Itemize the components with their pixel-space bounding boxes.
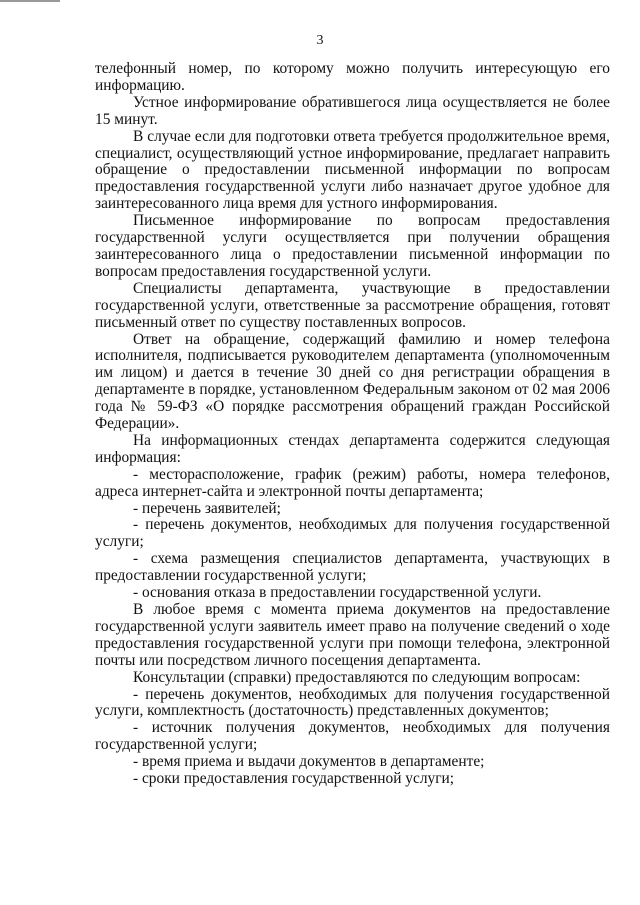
document-body: [95, 61, 610, 788]
paragraph: На информационных стендах департамента содержится следующая информация:: [95, 431, 610, 466]
paragraph: Устное информирование обратившегося лица осуществляется не более 15 минут.: [95, 93, 610, 128]
paragraph: - основания отказа в предоставлении государственной услуги.: [133, 584, 542, 602]
paragraph: - месторасположение, график (режим) работы, номера телефонов, адреса интернет-сайта и электронной почты департамента;: [95, 465, 610, 500]
paragraph: - сроки предоставления государственной услуги;: [133, 770, 455, 788]
paragraph: Ответ на обращение, содержащий фамилию и номер телефона исполнителя, подписывается руководителем департамента (уполномоченным им лицом) и дается в течение 30 дней со дня регистрации обращения в департаменте в порядке, установленном Федеральным законом от 02 мая 2006 года № 59-ФЗ «О порядке рассмотрения обращений граждан Российской Федерации».: [95, 330, 610, 433]
paragraph: - время приема и выдачи документов в департаменте;: [133, 753, 485, 771]
paragraph: Письменное информирование по вопросам предоставления государственной услуги осуществляется при получении обращения заинтересованного лица о предоставлении письменной информации по вопросам предоставления государственной услуги.: [95, 212, 610, 280]
page-number: 3: [316, 33, 324, 48]
scan-edge-mark: [0, 0, 60, 2]
paragraph: - перечень документов, необходимых для получения государственной услуги;: [95, 516, 610, 551]
paragraph: - перечень заявителей;: [133, 499, 281, 517]
paragraph: - схема размещения специалистов департамента, участвующих в предоставлении государственной услуги;: [95, 550, 610, 585]
paragraph: Консультации (справки) предоставляются по следующим вопросам:: [133, 668, 581, 686]
paragraph: - перечень документов, необходимых для получения государственной услуги, комплектность (достаточность) представленных документов;: [95, 685, 610, 720]
paragraph: - источник получения документов, необходимых для получения государственной услуги;: [95, 719, 610, 754]
paragraph: Специалисты департамента, участвующие в предоставлении государственной услуги, ответственные за рассмотрение обращения, готовят письменный ответ по существу поставленных вопросов.: [95, 279, 610, 331]
paragraph: В случае если для подготовки ответа требуется продолжительное время, специалист, осуществляющий устное информирование, предлагает направить обращение о предоставлении письменной информации по вопросам предоставления государственной услуги либо назначает другое удобное для заинтересованного лица время для устного информирования.: [95, 127, 610, 213]
paragraph: В любое время с момента приема документов на предоставление государственной услуги заявитель имеет право на получение сведений о ходе предоставления государственной услуги при помощи телефона, электронной почты или посредством личного посещения департамента.: [95, 601, 610, 669]
paragraph: телефонный номер, по которому можно получить интересующую его информацию.: [95, 60, 610, 94]
